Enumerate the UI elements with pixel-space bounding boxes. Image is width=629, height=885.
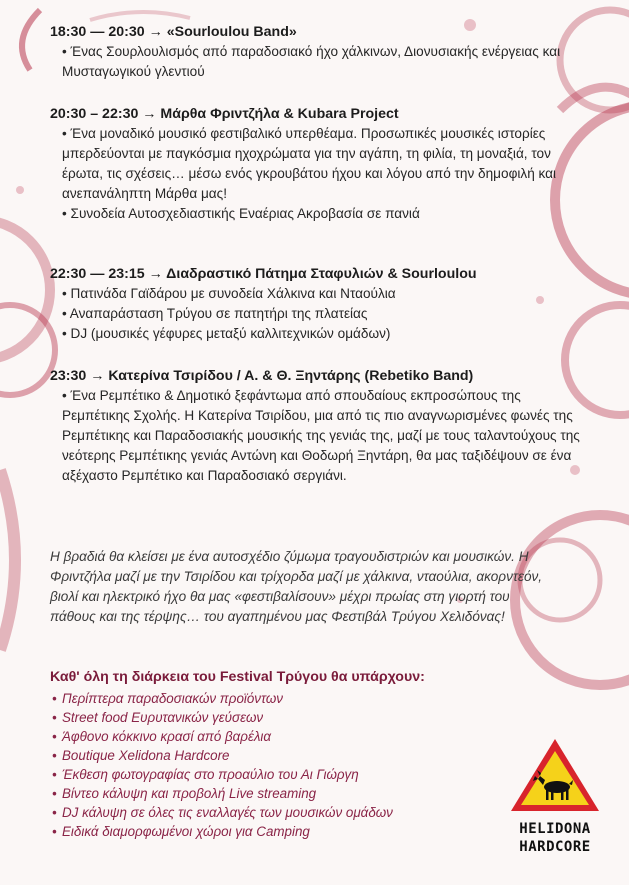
slot-description: • Ένα μοναδικό μουσικό φεστιβαλικό υπερθέαμα. Προσωπικές μουσικές ιστορίες μπερδεύονται με παγκόσμια ηχοχρώματα για την αγάπη, τη φιλία, τη μοναξιά, τον έρωτα, τις σχέσεις… μέσω ενός γκρουβάτου ήχου και λόγου από την δημοφιλή και ανεπανάληπτη Μάρθα μας! [62,126,557,201]
bullet: • [52,710,57,725]
list-item: • Βίντεο κάλυψη και προβολή Live streaming [52,786,317,801]
slot-description: • Πατινάδα Γαϊδάρου με συνοδεία Χάλκινα και Νταούλια [62,286,396,301]
bullet: • [52,748,57,763]
festival-extras-title: Καθ' όλη τη διάρκεια του Festival Τρύγου θα υπάρχουν: [50,669,425,685]
slot-description: • Ένας Σουρλουλισμός από παραδοσιακό ήχο χάλκινων, Διονυσιακής ενέργειας και Μυσταγωγικού γλεντιού [62,44,561,79]
slot-heading: 23:30 → Κατερίνα Τσιρίδου / Α. & Θ. Ξηντάρης (Rebetiko Band) [50,368,474,384]
list-item: • Boutique Xelidona Hardcore [52,748,230,763]
slot-heading: 18:30 — 20:30 → «Sourloulou Band» [50,24,297,40]
list-item: • Περίπτερα παραδοσιακών προϊόντων [52,691,283,706]
logo-text-line2: HARDCORE [519,839,591,855]
bullet: • [52,767,57,782]
slot-description: • Ένα Ρεμπέτικο & Δημοτικό ξεφάντωμα από σπουδαίους εκπροσώπους της Ρεμπέτικης Σχολής. Η Κατερίνα Τσιρίδου, μια από τις πιο αναγνωρισμένες φωνές της Ρεμπέτικης και Παραδοσιακής μουσικής της γενιάς της, μαζί με τους ταλαντούχους της νεότερης Ρεμπέτικης γενιάς Αντώνη και Θοδωρή Ξηντάρη, θα μας ταξιδέψουν σε ένα αξέχαστο Ρεμπέτικο και Παραδοσιακό σεργιάνι. [62,388,580,483]
bullet: • [52,729,57,744]
helidona-hardcore-logo [500,735,610,856]
schedule-slot-4 [50,366,580,486]
bullet: • [52,805,57,820]
bullet: • [52,824,57,839]
slot-description: • Συνοδεία Αυτοσχεδιαστικής Εναέριας Ακροβασία σε πανιά [62,206,420,221]
schedule-slot-1 [50,22,580,82]
goat-warning-sign-icon [507,735,603,815]
list-item: • Άφθονο κόκκινο κρασί από βαρέλια [52,729,272,744]
list-item: • Street food Ευρυτανικών γεύσεων [52,710,264,725]
list-item: • DJ κάλυψη σε όλες τις εναλλαγές των μουσικών ομάδων [52,805,393,820]
list-item: • Έκθεση φωτογραφίας στο προαύλιο του Αι Γιώργη [52,767,359,782]
bullet: • [52,786,57,801]
festival-extras-list [52,689,393,841]
schedule-slot-2 [50,104,580,224]
slot-description: • Αναπαράσταση Τρύγου σε πατητήρι της πλατείας [62,306,368,321]
logo-text-line1: HELIDONA [519,821,591,837]
closing-text: Η βραδιά θα κλείσει με ένα αυτοσχέδιο ζύμωμα τραγουδιστριών και μουσικών. Η Φριντζήλα μαζί με την Τσιρίδου και τρίχορδα μαζί με χάλκινα, νταούλια, ακορντεόν, βιολί και ηλεκτρικό ήχο θα μας «φεστιβαλίσουν» μέχρι πρωίας στη γιορτή του πάθους και της τέρψης… του αγαπημένου μας Φεστιβάλ Τρύγου Χελιδόνας! [50,549,543,624]
slot-heading: 22:30 — 23:15 → Διαδραστικό Πάτημα Σταφυλιών & Sourloulou [50,266,477,282]
bullet: • [52,691,57,706]
schedule-slot-3 [50,264,580,344]
list-item: • Ειδικά διαμορφωμένοι χώροι για Camping [52,824,310,839]
slot-description: • DJ (μουσικές γέφυρες μεταξύ καλλιτεχνικών ομάδων) [62,326,391,341]
slot-heading: 20:30 – 22:30 → Μάρθα Φριντζήλα & Kubara Project [50,106,399,122]
